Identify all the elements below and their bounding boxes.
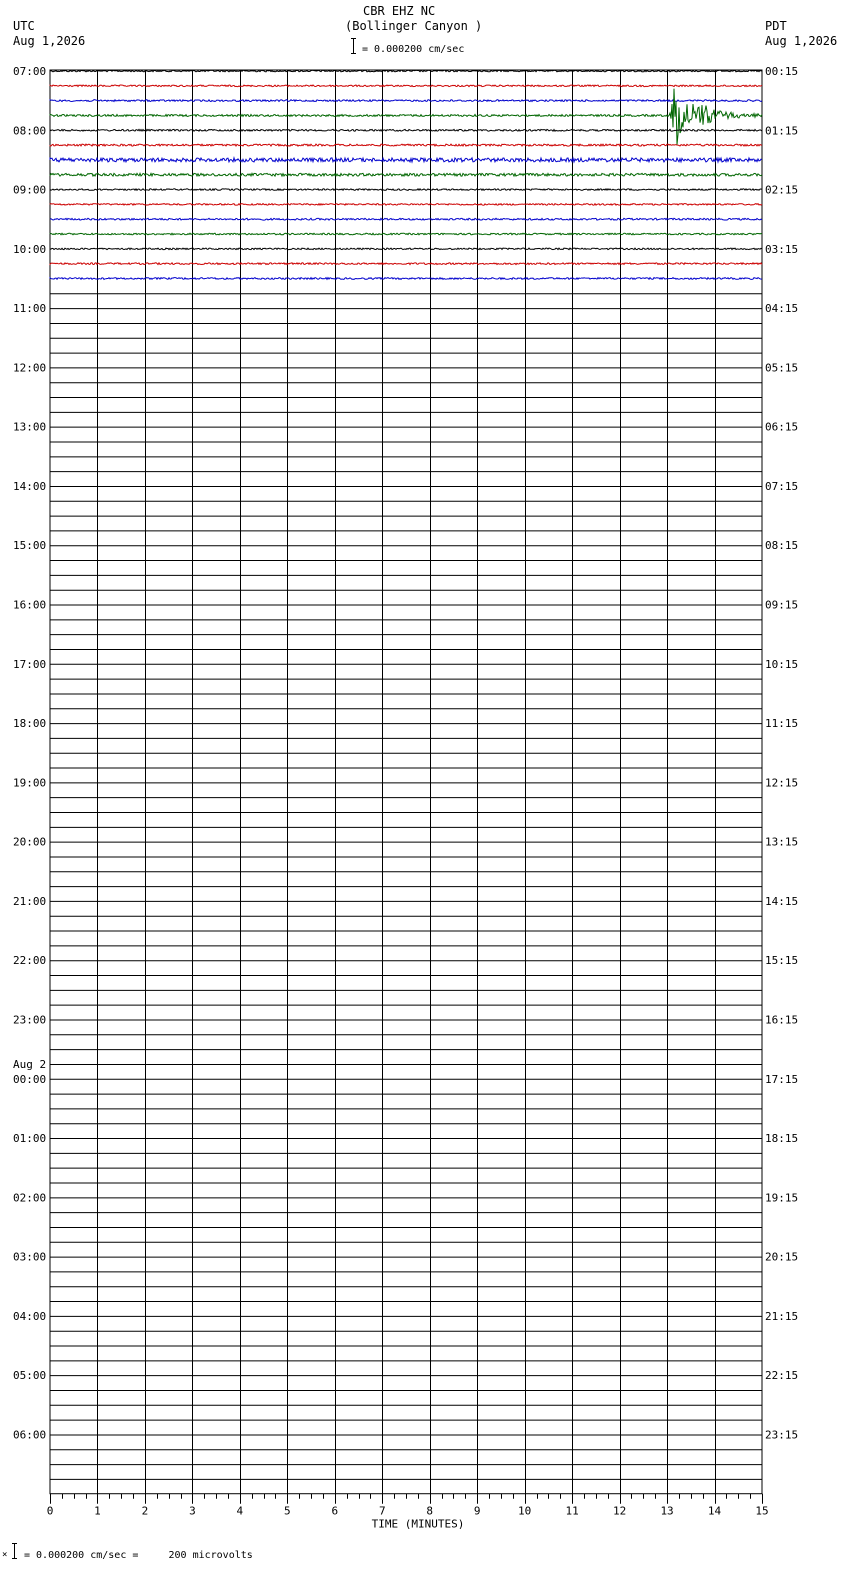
x-tick-label: 14 [707,1504,722,1518]
right-hour-label: 06:15 [765,420,799,434]
chart-grid [50,70,762,1494]
right-hour-label: 09:15 [765,598,799,612]
left-hour-label: 16:00 [13,598,47,612]
seismic-trace [50,173,762,176]
right-hour-label: 21:15 [765,1309,799,1323]
left-hour-label: 10:00 [13,242,47,256]
right-date: Aug 1,2026 [765,34,838,48]
right-hour-label: 02:15 [765,183,799,197]
x-tick-label: 11 [565,1504,579,1518]
right-hour-label: 22:15 [765,1369,799,1383]
seismic-trace [50,263,762,265]
seismic-trace [50,129,762,131]
right-hour-label: 20:15 [765,1250,799,1264]
seismic-trace [50,189,762,191]
right-hour-label: 11:15 [765,717,799,731]
station-title: CBR EHZ NC [363,4,436,18]
left-date-marker: Aug 2 [13,1057,47,1071]
station-location: (Bollinger Canyon ) [345,19,483,33]
x-tick-label: 13 [660,1504,674,1518]
right-hour-label: 10:15 [765,657,799,671]
seismic-trace [50,85,762,87]
right-hour-label: 23:15 [765,1428,799,1442]
left-hour-label: 01:00 [13,1132,47,1146]
footer-scale-note: = 0.000200 cm/sec = 200 microvolts [24,1550,253,1561]
left-timezone: UTC [13,19,35,33]
left-hour-label: 20:00 [13,835,47,849]
x-axis-title: TIME (MINUTES) [371,1517,465,1531]
x-tick-label: 9 [473,1504,481,1518]
x-axis [47,1494,769,1531]
right-hour-label: 12:15 [765,776,799,790]
left-hour-label: 00:00 [13,1072,47,1086]
left-hour-label: 12:00 [13,361,47,375]
right-hour-label: 08:15 [765,539,799,553]
right-hour-label: 04:15 [765,302,799,316]
left-hour-label: 23:00 [13,1013,47,1027]
right-hour-label: 03:15 [765,242,799,256]
left-hour-label: 15:00 [13,539,47,553]
chart-traces [50,70,762,1479]
scale-label: = 0.000200 cm/sec [362,44,465,55]
left-hour-label: 14:00 [13,479,47,493]
right-hour-label: 01:15 [765,124,799,138]
right-hour-label: 07:15 [765,479,799,493]
right-hour-label: 13:15 [765,835,799,849]
left-hour-label: 08:00 [13,124,47,138]
x-tick-label: 7 [378,1504,386,1518]
right-hour-label: 18:15 [765,1132,799,1146]
footer-scale-bar-icon [12,1543,17,1559]
left-hour-label: 05:00 [13,1369,47,1383]
seismic-trace [50,218,762,220]
right-hour-label: 14:15 [765,894,799,908]
left-hour-label: 19:00 [13,776,47,790]
left-hour-label: 18:00 [13,717,47,731]
x-tick-label: 12 [612,1504,627,1518]
left-hour-label: 06:00 [13,1428,47,1442]
x-tick-label: 1 [94,1504,101,1518]
right-hour-label: 17:15 [765,1072,799,1086]
seismic-trace [50,144,762,146]
left-hour-label: 22:00 [13,954,47,968]
x-tick-label: 10 [518,1504,532,1518]
footer-marker-icon: × [2,1550,8,1560]
x-tick-label: 15 [755,1504,769,1518]
x-tick-label: 8 [426,1504,434,1518]
left-hour-label: 11:00 [13,302,47,316]
right-hour-label: 16:15 [765,1013,799,1027]
left-hour-label: 07:00 [13,65,47,78]
seismic-trace [50,158,762,162]
left-hour-label: 09:00 [13,183,47,197]
left-date: Aug 1,2026 [13,34,86,48]
left-hour-label: 02:00 [13,1191,47,1205]
left-hour-label: 04:00 [13,1309,47,1323]
seismic-trace [50,204,762,206]
x-tick-label: 5 [284,1504,291,1518]
right-timezone: PDT [765,19,787,33]
right-hour-label: 00:15 [765,65,799,78]
seismic-trace [50,248,762,250]
seismic-trace [50,278,762,280]
right-hour-label: 19:15 [765,1191,799,1205]
seismic-trace [50,233,762,235]
seismic-trace [50,100,762,102]
x-tick-label: 4 [236,1504,244,1518]
right-hour-label: 15:15 [765,954,799,968]
x-tick-label: 0 [46,1504,54,1518]
x-tick-label: 2 [141,1504,149,1518]
plot-frame [50,70,762,1494]
right-hour-label: 05:15 [765,361,799,375]
seismic-trace [50,89,762,145]
x-tick-label: 6 [331,1504,339,1518]
left-hour-label: 21:00 [13,894,47,908]
x-tick-label: 3 [189,1504,196,1518]
left-hour-label: 13:00 [13,420,47,434]
left-hour-label: 17:00 [13,657,47,671]
left-hour-label: 03:00 [13,1250,47,1264]
